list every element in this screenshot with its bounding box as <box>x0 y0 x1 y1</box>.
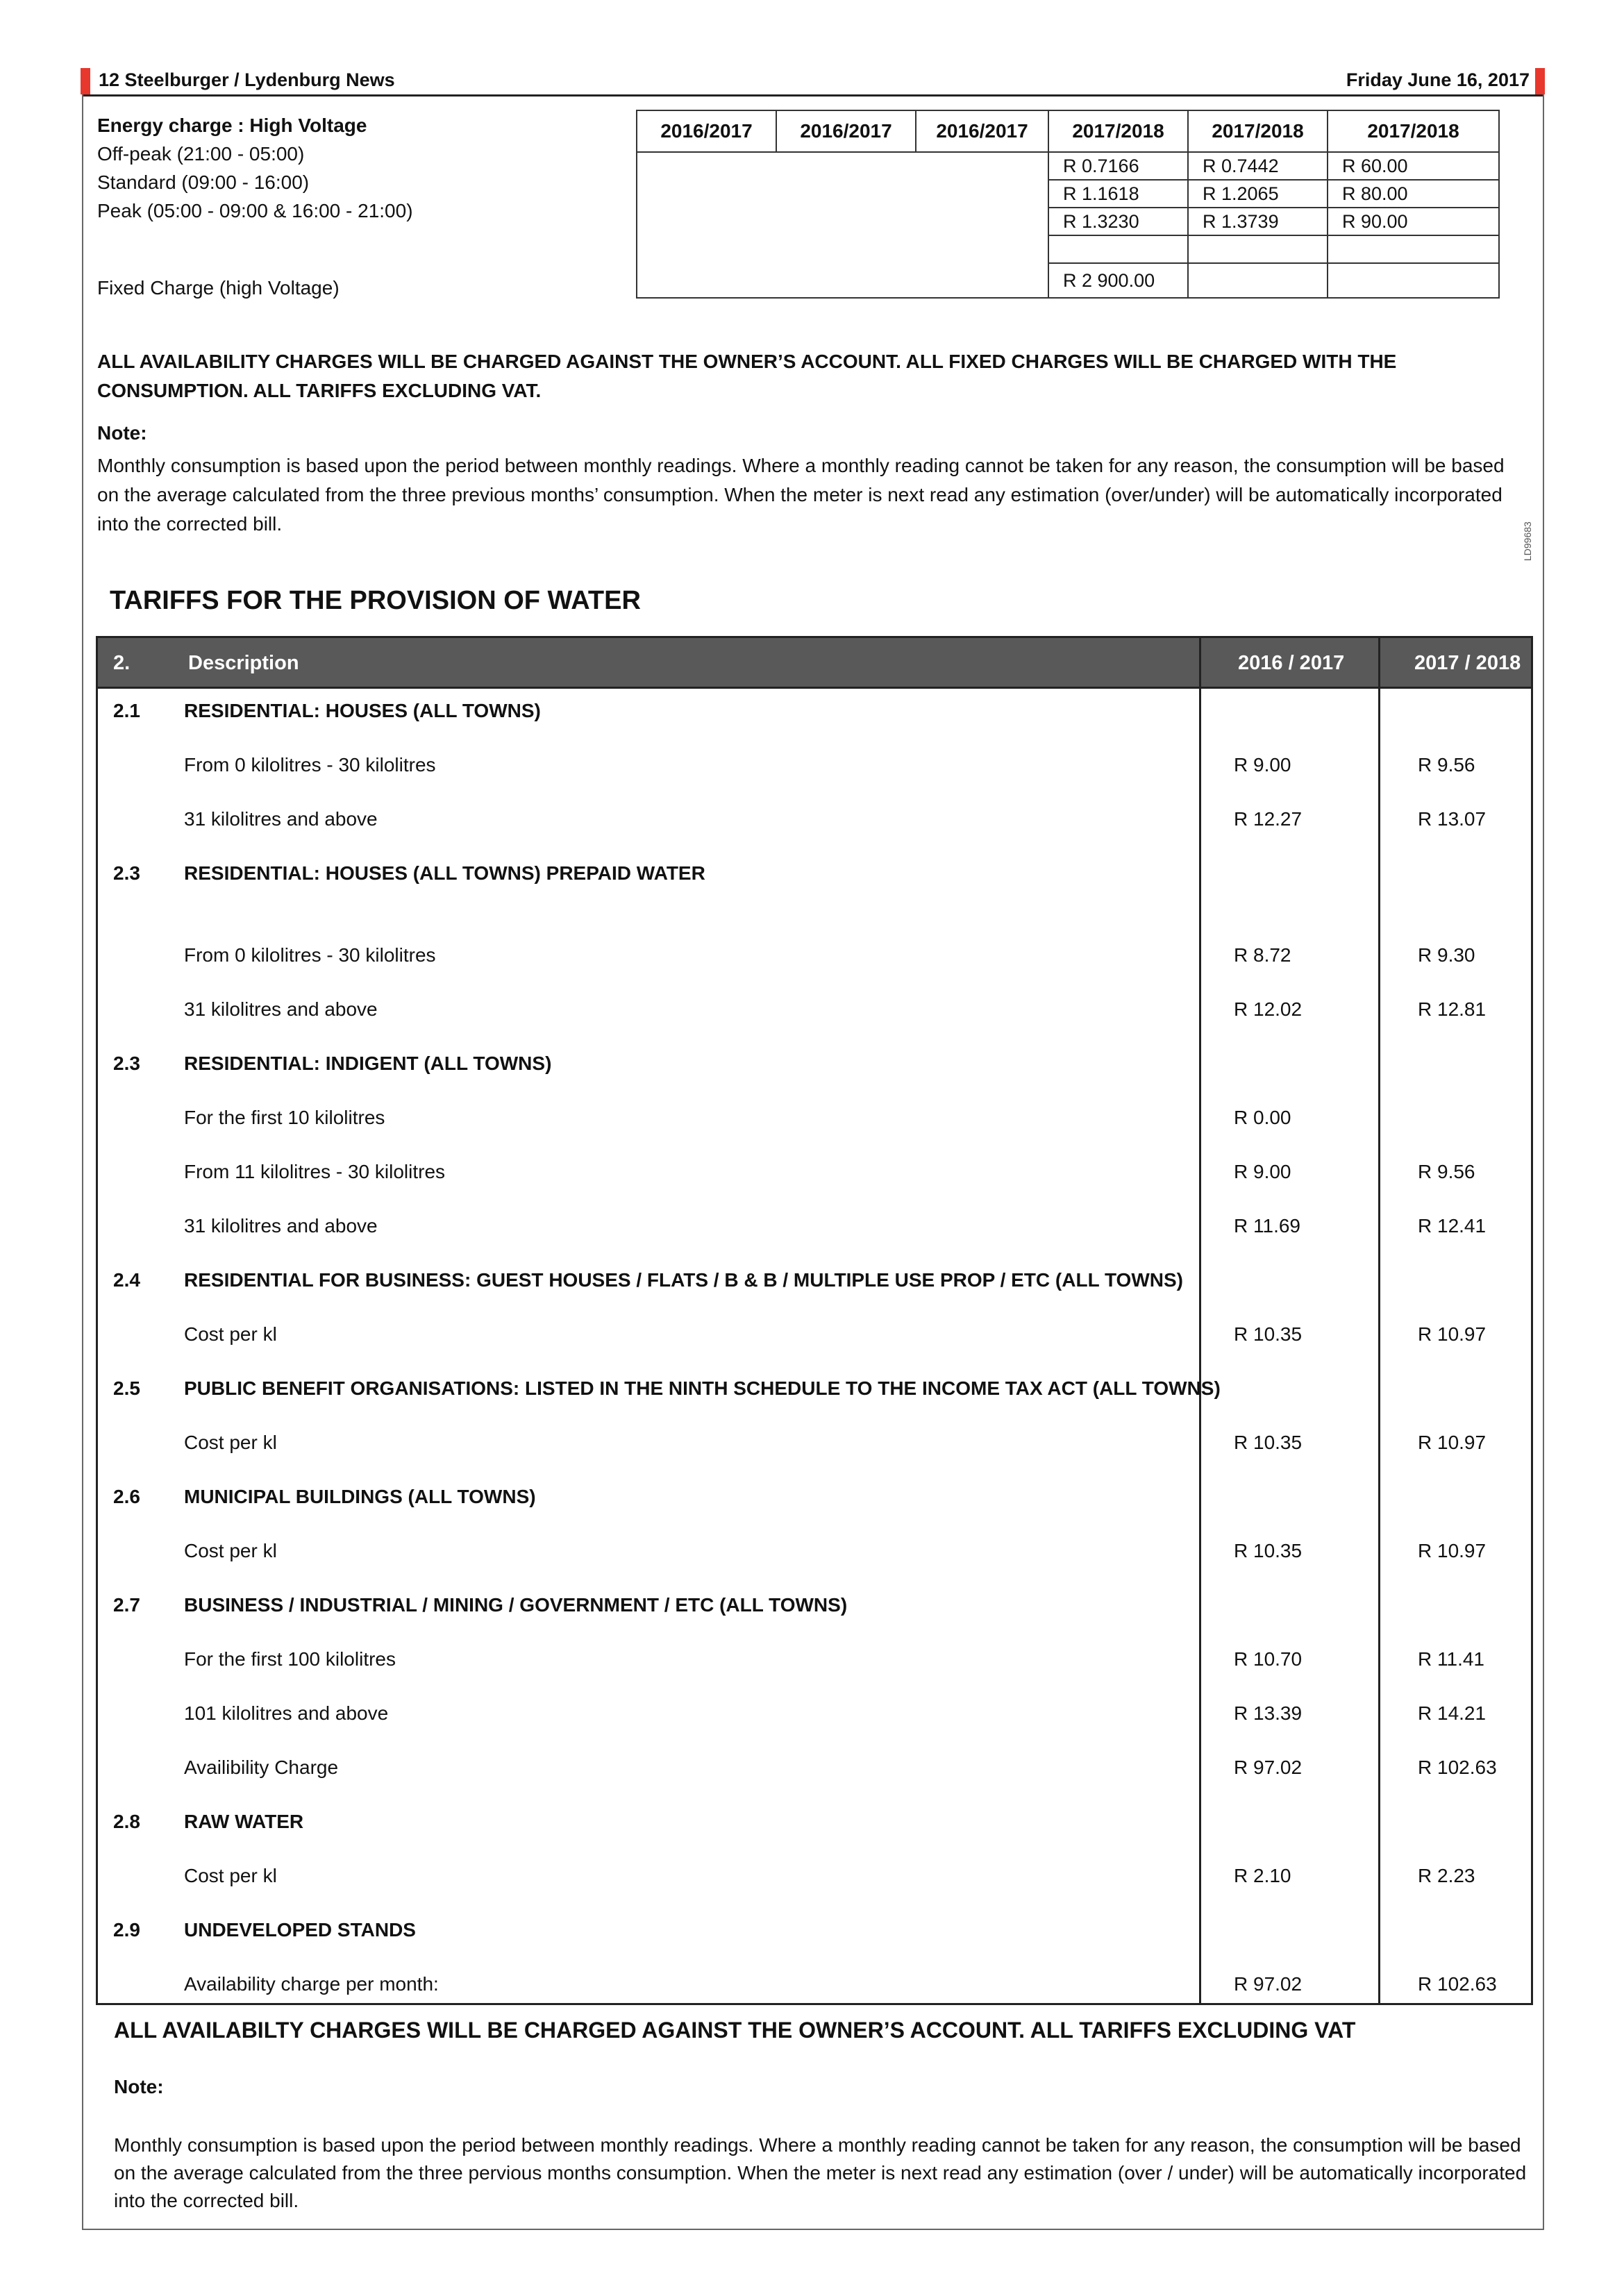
energy-col-header: 2017/2018 <box>1188 110 1328 152</box>
value-2017-2018: R 102.63 <box>1418 1757 1497 1778</box>
energy-col-header: 2017/2018 <box>1048 110 1188 152</box>
energy-peak-label: Peak (05:00 - 09:00 & 16:00 - 21:00) <box>97 200 413 221</box>
tariff-row <box>98 1107 1531 1134</box>
energy-cell: R 90.00 <box>1328 208 1499 235</box>
energy-cell: R 1.3739 <box>1188 208 1328 235</box>
header-2016-2017: 2016 / 2017 <box>1238 652 1345 674</box>
row-description: Cost per kl <box>184 1323 277 1345</box>
row-description: Availibility Charge <box>184 1757 339 1778</box>
value-2017-2018: R 9.30 <box>1418 944 1475 966</box>
energy-charge-labels <box>97 111 413 225</box>
row-number: 2.9 <box>113 1919 140 1941</box>
value-2017-2018: R 14.21 <box>1418 1702 1487 1724</box>
row-number: 2.7 <box>113 1594 140 1616</box>
energy-blank-cell <box>637 152 1048 298</box>
value-2017-2018: R 9.56 <box>1418 1161 1475 1182</box>
row-description: From 0 kilolitres - 30 kilolitres <box>184 754 436 776</box>
section-row <box>98 1811 1531 1838</box>
availability-notice: ALL AVAILABILITY CHARGES WILL BE CHARGED AGAINST THE OWNER’S ACCOUNT. ALL FIXED CHARGES WILL BE CHARGED WITH THE CONSUMPTION. ALL TARIFFS EXCLUDING VAT. <box>97 351 1397 401</box>
tariff-row <box>98 808 1531 836</box>
row-number: 2.3 <box>113 862 140 884</box>
section-row <box>98 1377 1531 1405</box>
row-description: Cost per kl <box>184 1540 277 1561</box>
energy-cell: R 0.7166 <box>1048 152 1188 180</box>
energy-cell: R 2 900.00 <box>1048 263 1188 298</box>
energy-tariff-table <box>636 110 1500 299</box>
tariff-row <box>98 1648 1531 1676</box>
row-description: Cost per kl <box>184 1432 277 1453</box>
tariff-row <box>98 1540 1531 1568</box>
row-number: 2.8 <box>113 1811 140 1832</box>
energy-cell <box>1048 235 1188 263</box>
availability-notice-bottom: ALL AVAILABILTY CHARGES WILL BE CHARGED AGAINST THE OWNER’S ACCOUNT. ALL TARIFFS EXCLUDING VAT <box>114 2018 1356 2043</box>
value-2016-2017: R 10.35 <box>1234 1540 1303 1561</box>
value-2016-2017: R 9.00 <box>1234 754 1291 776</box>
tariff-row <box>98 1323 1531 1351</box>
section-title: UNDEVELOPED STANDS <box>184 1919 416 1941</box>
energy-cell: R 1.1618 <box>1048 180 1188 208</box>
tariff-row <box>98 1432 1531 1459</box>
value-2017-2018: R 9.56 <box>1418 754 1475 776</box>
energy-cell <box>1328 263 1499 298</box>
energy-col-header: 2016/2017 <box>916 110 1048 152</box>
row-description: From 11 kilolitres - 30 kilolitres <box>184 1161 446 1182</box>
value-2017-2018: R 102.63 <box>1418 1973 1497 1995</box>
water-tariffs-title: TARIFFS FOR THE PROVISION OF WATER <box>110 586 641 615</box>
row-number: 2.3 <box>113 1053 140 1074</box>
energy-cell: R 80.00 <box>1328 180 1499 208</box>
energy-cell: R 60.00 <box>1328 152 1499 180</box>
section-row <box>98 1269 1531 1297</box>
value-2016-2017: R 13.39 <box>1234 1702 1303 1724</box>
energy-cell: R 1.3230 <box>1048 208 1188 235</box>
header-accent-left <box>81 68 90 94</box>
ad-reference-code: LD99683 <box>1522 521 1533 561</box>
row-description: From 0 kilolitres - 30 kilolitres <box>184 944 436 966</box>
tariff-row <box>98 1702 1531 1730</box>
value-2016-2017: R 10.70 <box>1234 1648 1303 1670</box>
section-row <box>98 1919 1531 1947</box>
energy-col-header: 2016/2017 <box>637 110 776 152</box>
value-2017-2018: R 10.97 <box>1418 1323 1487 1345</box>
column-divider <box>1199 636 1201 2005</box>
row-description: 31 kilolitres and above <box>184 998 378 1020</box>
energy-offpeak-label: Off-peak (21:00 - 05:00) <box>97 143 305 165</box>
value-2016-2017: R 10.35 <box>1234 1432 1303 1453</box>
header-number: 2. <box>113 652 131 674</box>
header-divider <box>98 687 1531 689</box>
section-row <box>98 862 1531 890</box>
tariff-row <box>98 754 1531 782</box>
section-title: MUNICIPAL BUILDINGS (ALL TOWNS) <box>184 1486 536 1507</box>
value-2016-2017: R 12.02 <box>1234 998 1303 1020</box>
note-text-bottom: Monthly consumption is based upon the period between monthly readings. Where a monthly reading cannot be taken for any reason, the consumption will be based on the average calculated from the three pervious months consumption. When the meter is next read any estimation (over / under) will be automatically incorporated into the corrected bill. <box>114 2134 1527 2211</box>
page-header-date: Friday June 16, 2017 <box>1346 69 1530 90</box>
value-2016-2017: R 11.69 <box>1234 1215 1300 1237</box>
energy-col-header: 2017/2018 <box>1328 110 1499 152</box>
value-2016-2017: R 10.35 <box>1234 1323 1303 1345</box>
value-2016-2017: R 97.02 <box>1234 1757 1303 1778</box>
row-description: 31 kilolitres and above <box>184 808 378 830</box>
energy-cell: R 0.7442 <box>1188 152 1328 180</box>
tariff-row <box>98 1161 1531 1189</box>
energy-col-header: 2016/2017 <box>776 110 916 152</box>
row-number: 2.6 <box>113 1486 140 1507</box>
section-title: RESIDENTIAL: HOUSES (ALL TOWNS) <box>184 700 541 721</box>
value-2017-2018: R 10.97 <box>1418 1540 1487 1561</box>
row-description: Cost per kl <box>184 1865 277 1886</box>
value-2016-2017: R 8.72 <box>1234 944 1291 966</box>
value-2016-2017: R 12.27 <box>1234 808 1303 830</box>
value-2017-2018: R 10.97 <box>1418 1432 1487 1453</box>
tariff-row <box>98 944 1531 972</box>
section-title: BUSINESS / INDUSTRIAL / MINING / GOVERNMENT / ETC (ALL TOWNS) <box>184 1594 848 1616</box>
value-2016-2017: R 9.00 <box>1234 1161 1291 1182</box>
page-frame-right <box>1543 94 1544 2230</box>
section-title: RESIDENTIAL: INDIGENT (ALL TOWNS) <box>184 1053 552 1074</box>
value-2016-2017: R 0.00 <box>1234 1107 1291 1128</box>
section-row <box>98 1594 1531 1622</box>
section-title: RAW WATER <box>184 1811 304 1832</box>
section-row <box>98 700 1531 728</box>
row-description: Availability charge per month: <box>184 1973 439 1995</box>
note-label: Note: <box>97 422 147 444</box>
header-2017-2018: 2017 / 2018 <box>1414 652 1521 674</box>
energy-cell: R 1.2065 <box>1188 180 1328 208</box>
header-accent-right <box>1535 68 1545 94</box>
row-number: 2.4 <box>113 1269 140 1291</box>
value-2016-2017: R 2.10 <box>1234 1865 1291 1886</box>
value-2016-2017: R 97.02 <box>1234 1973 1303 1995</box>
energy-title: Energy charge : High Voltage <box>97 115 367 136</box>
value-2017-2018: R 12.41 <box>1418 1215 1487 1237</box>
tariff-row <box>98 998 1531 1026</box>
section-title: PUBLIC BENEFIT ORGANISATIONS: LISTED IN THE NINTH SCHEDULE TO THE INCOME TAX ACT (ALL TOWNS) <box>184 1377 1221 1399</box>
water-tariff-table <box>96 636 1533 2005</box>
energy-cell <box>1328 235 1499 263</box>
page-frame-left <box>82 94 83 2230</box>
row-description: 31 kilolitres and above <box>184 1215 378 1237</box>
value-2017-2018: R 12.81 <box>1418 998 1487 1020</box>
section-title: RESIDENTIAL: HOUSES (ALL TOWNS) PREPAID WATER <box>184 862 705 884</box>
section-row <box>98 1486 1531 1514</box>
row-description: 101 kilolitres and above <box>184 1702 389 1724</box>
section-row <box>98 1053 1531 1080</box>
row-number: 2.1 <box>113 700 140 721</box>
page-header-publication: 12 Steelburger / Lydenburg News <box>99 69 395 90</box>
energy-cell <box>1188 263 1328 298</box>
note-text: Monthly consumption is based upon the period between monthly readings. Where a monthly reading cannot be taken for any reason, the consumption will be based on the average calculated from the three previous months’ consumption. When the meter is next read any estimation (over/under) will be automatically incorporated into the corrected bill. <box>97 455 1505 535</box>
row-description: For the first 100 kilolitres <box>184 1648 396 1670</box>
water-table-header <box>98 638 1531 687</box>
column-divider <box>1378 636 1380 2005</box>
row-number: 2.5 <box>113 1377 140 1399</box>
tariff-row <box>98 1973 1531 2001</box>
tariff-row <box>98 1757 1531 1784</box>
header-description: Description <box>188 652 299 674</box>
energy-standard-label: Standard (09:00 - 16:00) <box>97 171 310 193</box>
note-label-bottom: Note: <box>114 2076 164 2097</box>
page-frame-bottom <box>82 2229 1544 2230</box>
tariff-row <box>98 1215 1531 1243</box>
fixed-charge-label: Fixed Charge (high Voltage) <box>97 277 340 299</box>
value-2017-2018: R 11.41 <box>1418 1648 1484 1670</box>
row-description: For the first 10 kilolitres <box>184 1107 385 1128</box>
header-rule <box>82 94 1544 97</box>
section-title: RESIDENTIAL FOR BUSINESS: GUEST HOUSES / FLATS / B & B / MULTIPLE USE PROP / ETC (ALL TOWNS) <box>184 1269 1183 1291</box>
value-2017-2018: R 13.07 <box>1418 808 1487 830</box>
tariff-row <box>98 1865 1531 1893</box>
energy-cell <box>1188 235 1328 263</box>
value-2017-2018: R 2.23 <box>1418 1865 1475 1886</box>
